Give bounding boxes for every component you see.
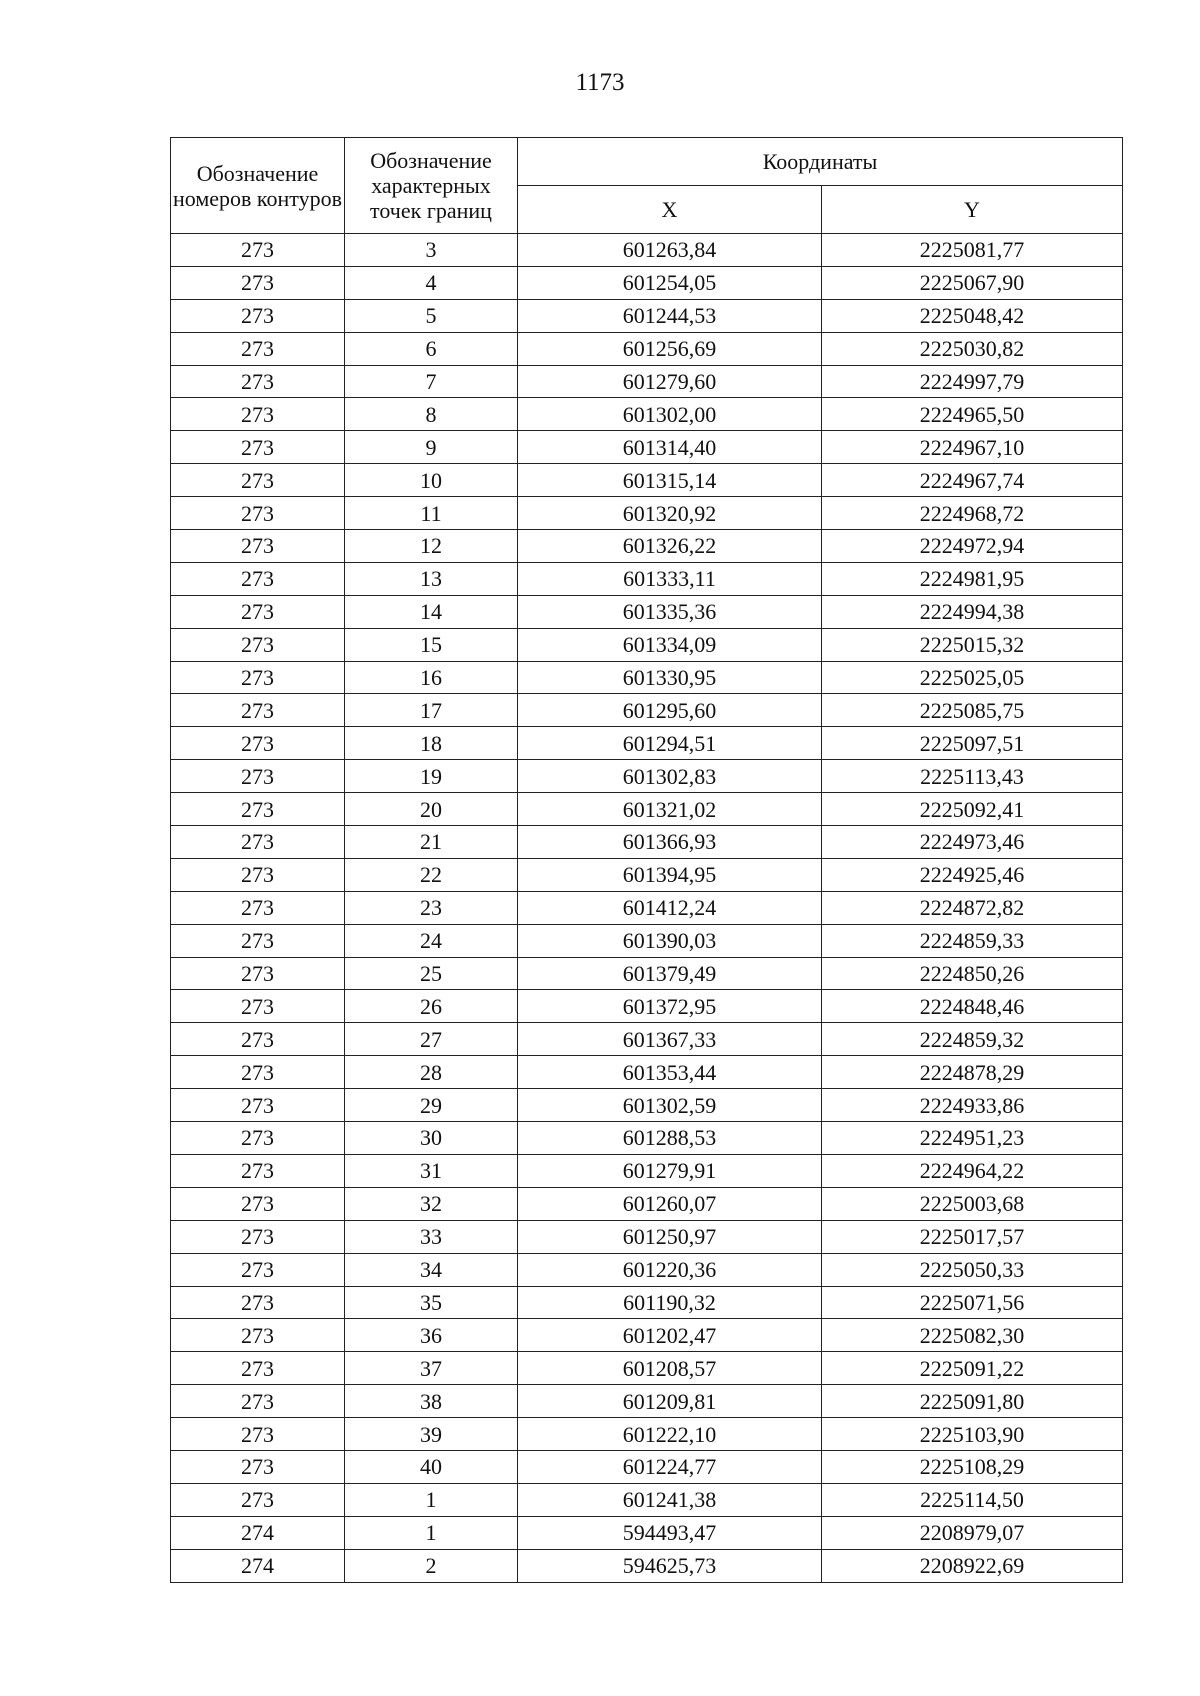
table-row (171, 1154, 1123, 1187)
y-coordinate-cell: 2225091,22 (822, 1352, 1123, 1385)
y-coordinate-cell: 2224878,29 (822, 1056, 1123, 1089)
table-row (171, 1483, 1123, 1516)
x-coordinate-cell: 601224,77 (518, 1450, 822, 1483)
table-row (171, 1056, 1123, 1089)
contour-number-cell: 274 (171, 1549, 345, 1582)
y-coordinate-cell: 2225091,80 (822, 1385, 1123, 1418)
x-coordinate-cell: 601256,69 (518, 332, 822, 365)
table-row (171, 1385, 1123, 1418)
x-coordinate-cell: 594625,73 (518, 1549, 822, 1582)
y-coordinate-cell: 2225003,68 (822, 1187, 1123, 1220)
point-number-cell: 15 (345, 628, 518, 661)
point-number-cell: 1 (345, 1483, 518, 1516)
table-row (171, 365, 1123, 398)
x-coordinate-cell: 601250,97 (518, 1220, 822, 1253)
y-coordinate-cell: 2224859,33 (822, 924, 1123, 957)
contour-number-cell: 273 (171, 530, 345, 563)
contour-number-cell: 273 (171, 1187, 345, 1220)
table-row (171, 924, 1123, 957)
x-coordinate-cell: 601326,22 (518, 530, 822, 563)
table-row (171, 891, 1123, 924)
contour-number-cell: 273 (171, 1319, 345, 1352)
x-coordinate-cell: 601288,53 (518, 1122, 822, 1155)
contour-number-cell: 273 (171, 299, 345, 332)
y-coordinate-cell: 2225103,90 (822, 1418, 1123, 1451)
x-coordinate-cell: 601302,83 (518, 760, 822, 793)
table-row (171, 332, 1123, 365)
y-coordinate-cell: 2225030,82 (822, 332, 1123, 365)
table-row (171, 562, 1123, 595)
contour-number-cell: 273 (171, 891, 345, 924)
point-number-cell: 8 (345, 398, 518, 431)
x-coordinate-cell: 601302,00 (518, 398, 822, 431)
x-coordinate-cell: 601209,81 (518, 1385, 822, 1418)
contour-number-cell: 273 (171, 1418, 345, 1451)
table-row (171, 1549, 1123, 1582)
contour-number-cell: 273 (171, 793, 345, 826)
x-coordinate-cell: 601279,91 (518, 1154, 822, 1187)
x-coordinate-cell: 601366,93 (518, 826, 822, 859)
point-number-cell: 32 (345, 1187, 518, 1220)
x-coordinate-cell: 601263,84 (518, 234, 822, 267)
point-number-cell: 38 (345, 1385, 518, 1418)
table-header (171, 138, 1123, 234)
contour-number-cell: 273 (171, 595, 345, 628)
y-coordinate-cell: 2224872,82 (822, 891, 1123, 924)
x-coordinate-cell: 601320,92 (518, 497, 822, 530)
x-coordinate-cell: 594493,47 (518, 1516, 822, 1549)
table-row (171, 1023, 1123, 1056)
y-coordinate-cell: 2225067,90 (822, 266, 1123, 299)
x-coordinate-cell: 601220,36 (518, 1253, 822, 1286)
y-coordinate-cell: 2224925,46 (822, 858, 1123, 891)
point-number-cell: 34 (345, 1253, 518, 1286)
header-contour-numbers: Обозначение номеров контуров (171, 138, 345, 234)
point-number-cell: 26 (345, 990, 518, 1023)
x-coordinate-cell: 601333,11 (518, 562, 822, 595)
contour-number-cell: 273 (171, 497, 345, 530)
point-number-cell: 36 (345, 1319, 518, 1352)
contour-number-cell: 273 (171, 1450, 345, 1483)
y-coordinate-cell: 2225097,51 (822, 727, 1123, 760)
point-number-cell: 22 (345, 858, 518, 891)
contour-number-cell: 273 (171, 760, 345, 793)
point-number-cell: 4 (345, 266, 518, 299)
table-row (171, 760, 1123, 793)
point-number-cell: 17 (345, 694, 518, 727)
x-coordinate-cell: 601294,51 (518, 727, 822, 760)
point-number-cell: 24 (345, 924, 518, 957)
point-number-cell: 11 (345, 497, 518, 530)
table-row (171, 957, 1123, 990)
point-number-cell: 37 (345, 1352, 518, 1385)
point-number-cell: 28 (345, 1056, 518, 1089)
point-number-cell: 3 (345, 234, 518, 267)
table-row (171, 1418, 1123, 1451)
contour-number-cell: 273 (171, 365, 345, 398)
point-number-cell: 29 (345, 1089, 518, 1122)
contour-number-cell: 273 (171, 464, 345, 497)
point-number-cell: 14 (345, 595, 518, 628)
x-coordinate-cell: 601222,10 (518, 1418, 822, 1451)
table-row (171, 1089, 1123, 1122)
x-coordinate-cell: 601202,47 (518, 1319, 822, 1352)
contour-number-cell: 273 (171, 990, 345, 1023)
point-number-cell: 21 (345, 826, 518, 859)
x-coordinate-cell: 601208,57 (518, 1352, 822, 1385)
point-number-cell: 40 (345, 1450, 518, 1483)
header-coordinates: Координаты (518, 138, 1123, 186)
x-coordinate-cell: 601254,05 (518, 266, 822, 299)
point-number-cell: 27 (345, 1023, 518, 1056)
point-number-cell: 35 (345, 1286, 518, 1319)
coordinates-table (170, 137, 1123, 1583)
contour-number-cell: 273 (171, 1023, 345, 1056)
contour-number-cell: 273 (171, 694, 345, 727)
y-coordinate-cell: 2224994,38 (822, 595, 1123, 628)
table-row (171, 431, 1123, 464)
y-coordinate-cell: 2224967,74 (822, 464, 1123, 497)
x-coordinate-cell: 601353,44 (518, 1056, 822, 1089)
y-coordinate-cell: 2208979,07 (822, 1516, 1123, 1549)
y-coordinate-cell: 2225085,75 (822, 694, 1123, 727)
point-number-cell: 6 (345, 332, 518, 365)
point-number-cell: 9 (345, 431, 518, 464)
x-coordinate-cell: 601190,32 (518, 1286, 822, 1319)
x-coordinate-cell: 601335,36 (518, 595, 822, 628)
table-row (171, 1450, 1123, 1483)
point-number-cell: 10 (345, 464, 518, 497)
point-number-cell: 33 (345, 1220, 518, 1253)
table-row (171, 858, 1123, 891)
y-coordinate-cell: 2224859,32 (822, 1023, 1123, 1056)
x-coordinate-cell: 601314,40 (518, 431, 822, 464)
table-row (171, 398, 1123, 431)
table-row (171, 299, 1123, 332)
x-coordinate-cell: 601412,24 (518, 891, 822, 924)
point-number-cell: 12 (345, 530, 518, 563)
contour-number-cell: 273 (171, 562, 345, 595)
header-x: X (518, 186, 822, 234)
y-coordinate-cell: 2224933,86 (822, 1089, 1123, 1122)
y-coordinate-cell: 2224981,95 (822, 562, 1123, 595)
y-coordinate-cell: 2225071,56 (822, 1286, 1123, 1319)
y-coordinate-cell: 2225114,50 (822, 1483, 1123, 1516)
x-coordinate-cell: 601244,53 (518, 299, 822, 332)
table-row (171, 464, 1123, 497)
point-number-cell: 16 (345, 661, 518, 694)
page-number: 1173 (575, 69, 625, 96)
y-coordinate-cell: 2225092,41 (822, 793, 1123, 826)
x-coordinate-cell: 601334,09 (518, 628, 822, 661)
x-coordinate-cell: 601379,49 (518, 957, 822, 990)
contour-number-cell: 273 (171, 431, 345, 464)
table-row (171, 1253, 1123, 1286)
table-row (171, 727, 1123, 760)
y-coordinate-cell: 2225108,29 (822, 1450, 1123, 1483)
y-coordinate-cell: 2225048,42 (822, 299, 1123, 332)
table-row (171, 1352, 1123, 1385)
table-row (171, 234, 1123, 267)
point-number-cell: 39 (345, 1418, 518, 1451)
table-row (171, 628, 1123, 661)
point-number-cell: 30 (345, 1122, 518, 1155)
contour-number-cell: 273 (171, 266, 345, 299)
y-coordinate-cell: 2225082,30 (822, 1319, 1123, 1352)
table-row (171, 1319, 1123, 1352)
table-row (171, 266, 1123, 299)
x-coordinate-cell: 601302,59 (518, 1089, 822, 1122)
contour-number-cell: 273 (171, 858, 345, 891)
x-coordinate-cell: 601315,14 (518, 464, 822, 497)
point-number-cell: 20 (345, 793, 518, 826)
y-coordinate-cell: 2208922,69 (822, 1549, 1123, 1582)
point-number-cell: 31 (345, 1154, 518, 1187)
contour-number-cell: 273 (171, 332, 345, 365)
x-coordinate-cell: 601260,07 (518, 1187, 822, 1220)
contour-number-cell: 273 (171, 1089, 345, 1122)
y-coordinate-cell: 2224967,10 (822, 431, 1123, 464)
contour-number-cell: 273 (171, 661, 345, 694)
y-coordinate-cell: 2225017,57 (822, 1220, 1123, 1253)
contour-number-cell: 273 (171, 628, 345, 661)
contour-number-cell: 273 (171, 1056, 345, 1089)
table-row (171, 1286, 1123, 1319)
table-row (171, 595, 1123, 628)
y-coordinate-cell: 2225025,05 (822, 661, 1123, 694)
table-row (171, 1122, 1123, 1155)
table-row (171, 530, 1123, 563)
y-coordinate-cell: 2224972,94 (822, 530, 1123, 563)
table-row (171, 1187, 1123, 1220)
y-coordinate-cell: 2224848,46 (822, 990, 1123, 1023)
y-coordinate-cell: 2225015,32 (822, 628, 1123, 661)
contour-number-cell: 273 (171, 234, 345, 267)
point-number-cell: 2 (345, 1549, 518, 1582)
x-coordinate-cell: 601330,95 (518, 661, 822, 694)
point-number-cell: 1 (345, 1516, 518, 1549)
y-coordinate-cell: 2224850,26 (822, 957, 1123, 990)
table-row (171, 793, 1123, 826)
header-boundary-points: Обозначение характерных точек границ (345, 138, 518, 234)
contour-number-cell: 273 (171, 957, 345, 990)
table-row (171, 1516, 1123, 1549)
contour-number-cell: 273 (171, 1385, 345, 1418)
table-body (171, 234, 1123, 1583)
x-coordinate-cell: 601367,33 (518, 1023, 822, 1056)
x-coordinate-cell: 601279,60 (518, 365, 822, 398)
x-coordinate-cell: 601394,95 (518, 858, 822, 891)
y-coordinate-cell: 2224997,79 (822, 365, 1123, 398)
point-number-cell: 7 (345, 365, 518, 398)
point-number-cell: 5 (345, 299, 518, 332)
y-coordinate-cell: 2225081,77 (822, 234, 1123, 267)
table-row (171, 826, 1123, 859)
x-coordinate-cell: 601372,95 (518, 990, 822, 1023)
header-y: Y (822, 186, 1123, 234)
contour-number-cell: 273 (171, 727, 345, 760)
contour-number-cell: 273 (171, 1220, 345, 1253)
contour-number-cell: 273 (171, 1483, 345, 1516)
table-row (171, 1220, 1123, 1253)
y-coordinate-cell: 2224964,22 (822, 1154, 1123, 1187)
y-coordinate-cell: 2224973,46 (822, 826, 1123, 859)
contour-number-cell: 273 (171, 1122, 345, 1155)
x-coordinate-cell: 601390,03 (518, 924, 822, 957)
table-row (171, 497, 1123, 530)
table-row (171, 694, 1123, 727)
contour-number-cell: 273 (171, 1352, 345, 1385)
point-number-cell: 23 (345, 891, 518, 924)
table-row (171, 990, 1123, 1023)
contour-number-cell: 273 (171, 1253, 345, 1286)
point-number-cell: 19 (345, 760, 518, 793)
y-coordinate-cell: 2225050,33 (822, 1253, 1123, 1286)
x-coordinate-cell: 601321,02 (518, 793, 822, 826)
contour-number-cell: 273 (171, 1286, 345, 1319)
contour-number-cell: 273 (171, 1154, 345, 1187)
point-number-cell: 18 (345, 727, 518, 760)
x-coordinate-cell: 601241,38 (518, 1483, 822, 1516)
x-coordinate-cell: 601295,60 (518, 694, 822, 727)
contour-number-cell: 274 (171, 1516, 345, 1549)
point-number-cell: 13 (345, 562, 518, 595)
contour-number-cell: 273 (171, 924, 345, 957)
table-row (171, 661, 1123, 694)
contour-number-cell: 273 (171, 826, 345, 859)
y-coordinate-cell: 2225113,43 (822, 760, 1123, 793)
contour-number-cell: 273 (171, 398, 345, 431)
y-coordinate-cell: 2224951,23 (822, 1122, 1123, 1155)
y-coordinate-cell: 2224965,50 (822, 398, 1123, 431)
y-coordinate-cell: 2224968,72 (822, 497, 1123, 530)
point-number-cell: 25 (345, 957, 518, 990)
